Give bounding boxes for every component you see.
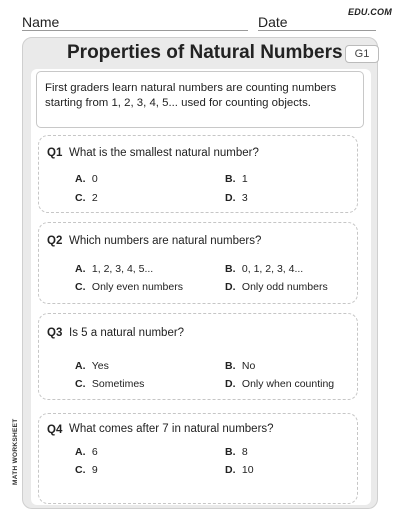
option-c[interactable]: C. 2 xyxy=(75,192,98,204)
option-c[interactable]: C. Only even numbers xyxy=(75,281,183,293)
question-number: Q4 xyxy=(47,424,63,436)
question-number: Q3 xyxy=(47,327,63,339)
side-label: MATH WORKSHEET xyxy=(12,418,19,485)
question-card-4 xyxy=(38,413,358,504)
question-text: Is 5 a natural number? xyxy=(69,327,185,339)
option-b[interactable]: B. No xyxy=(225,360,256,372)
question-card-2 xyxy=(38,222,358,304)
option-a[interactable]: A. 1, 2, 3, 4, 5... xyxy=(75,263,154,275)
option-d[interactable]: D. Only when counting xyxy=(225,378,335,390)
date-line[interactable] xyxy=(258,30,376,31)
question-text: Which numbers are natural numbers? xyxy=(69,235,262,247)
option-d[interactable]: D. Only odd numbers xyxy=(225,281,328,293)
option-c[interactable]: C. Sometimes xyxy=(75,378,145,390)
title-bar xyxy=(23,38,377,70)
question-card-3 xyxy=(38,313,358,400)
option-d[interactable]: D. 3 xyxy=(225,192,248,204)
question-card-1 xyxy=(38,135,358,213)
option-a[interactable]: A. 6 xyxy=(75,446,98,458)
worksheet-title: Properties of Natural Numbers xyxy=(67,42,343,63)
name-line[interactable] xyxy=(22,30,248,31)
option-a[interactable]: A. Yes xyxy=(75,360,109,372)
intro-text: First graders learn natural numbers are counting numbers starting from 1, 2, 3, 4, 5... used for counting objects. xyxy=(36,71,364,128)
question-text: What comes after 7 in natural numbers? xyxy=(69,423,274,435)
option-d[interactable]: D. 10 xyxy=(225,464,254,476)
question-number: Q2 xyxy=(47,235,63,247)
date-label: Date xyxy=(258,14,288,30)
name-label: Name xyxy=(22,14,60,30)
option-b[interactable]: B. 1 xyxy=(225,173,248,185)
option-a[interactable]: A. 0 xyxy=(75,173,98,185)
question-number: Q1 xyxy=(47,147,63,159)
option-b[interactable]: B. 0, 1, 2, 3, 4... xyxy=(225,263,304,275)
option-c[interactable]: C. 9 xyxy=(75,464,98,476)
grade-badge: G1 xyxy=(345,45,379,63)
question-text: What is the smallest natural number? xyxy=(69,147,259,159)
option-b[interactable]: B. 8 xyxy=(225,446,248,458)
brand-logo: EDU.COM xyxy=(348,7,392,17)
